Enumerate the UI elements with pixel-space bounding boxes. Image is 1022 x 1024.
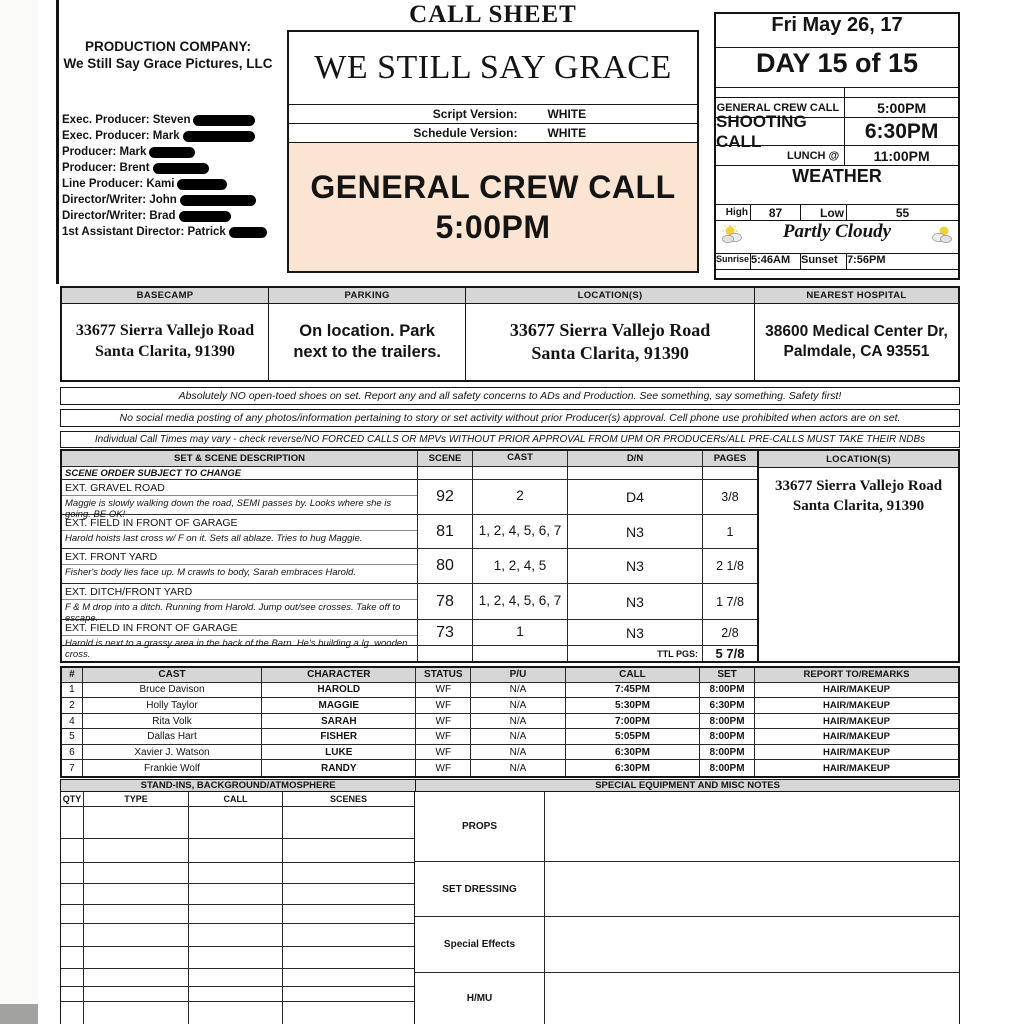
cast-pickup: N/A — [470, 714, 565, 729]
high-low-row — [716, 204, 958, 220]
cast-number: 6 — [69, 746, 75, 758]
crew-row — [62, 160, 297, 176]
scene-row — [62, 515, 757, 550]
sunset-value: 7:56PM — [846, 254, 958, 269]
call-header: CALL — [189, 792, 283, 806]
scene-slug: EXT. FIELD IN FRONT OF GARAGE — [62, 620, 417, 636]
cast-report-to: HAIR/MAKEUP — [754, 714, 958, 729]
set-dressing-box — [415, 862, 959, 917]
hospital-header: NEAREST HOSPITAL — [755, 288, 958, 304]
empty-row — [61, 1002, 414, 1024]
cast-character: FISHER — [261, 729, 415, 744]
cast-pickup: N/A — [470, 683, 565, 698]
header-pages: PAGES — [702, 451, 757, 466]
scene-pages: 1 — [702, 515, 757, 549]
sunset-label: Sunset — [800, 254, 846, 269]
weather-title: WEATHER — [716, 165, 958, 204]
basecamp-line1: 33677 Sierra Vallejo Road — [75, 322, 255, 340]
script-version-value: WHITE — [547, 107, 587, 121]
sunrise-sunset-row — [716, 253, 958, 269]
weather-condition: Partly Cloudy — [782, 221, 892, 242]
scene-day-night: N3 — [567, 515, 702, 549]
cast-number: 4 — [69, 715, 75, 727]
redaction-mark — [180, 195, 256, 206]
scene-slug: EXT. GRAVEL ROAD — [62, 480, 417, 496]
cast-status: WF — [415, 683, 470, 698]
condition-row — [716, 220, 958, 253]
cast-call-time: 5:30PM — [565, 698, 699, 713]
header-report: REPORT TO/REMARKS — [754, 668, 958, 682]
cast-actor: Dallas Hart — [82, 729, 261, 744]
crew-row — [62, 192, 297, 208]
empty-row — [61, 839, 414, 863]
scene-pages: 3/8 — [702, 480, 757, 514]
shooting-call-row — [716, 111, 958, 151]
high-label: High — [725, 207, 748, 218]
header-pickup: P/U — [470, 668, 565, 682]
parking-line1: On location. Park — [299, 321, 435, 340]
scene-row — [62, 549, 757, 584]
empty-row — [61, 807, 414, 839]
spacer-row — [716, 87, 958, 97]
crew-row — [62, 144, 297, 160]
hmu-notes-area — [545, 973, 959, 1024]
cast-table-header — [62, 668, 958, 683]
scene-order-note-row — [62, 467, 757, 480]
crew-row — [62, 128, 297, 144]
scene-table — [60, 449, 960, 663]
redaction-mark — [179, 211, 231, 222]
scene-cast: 1, 2, 4, 5 — [472, 549, 567, 583]
special-equipment-notes — [415, 792, 960, 1024]
cast-actor: Frankie Wolf — [82, 760, 261, 776]
cast-status: WF — [415, 698, 470, 713]
scene-description: Harold is next to a grassy area in the back of the Barn. He's building a lg. wooden cross. — [65, 638, 408, 661]
cast-call-time: 6:30PM — [565, 760, 699, 776]
header-actor: CAST — [82, 668, 261, 682]
cast-row — [62, 714, 958, 730]
crew-role: 1st Assistant Director: Patrick — [62, 226, 226, 238]
scene-description: Maggie is slowly walking down the road, SEMI passes by. Looks where she is going. BE OK! — [65, 497, 392, 520]
crew-role: Producer: Mark — [62, 146, 147, 158]
scene-day-night: D4 — [567, 480, 702, 514]
special-effects-box — [415, 917, 959, 973]
production-company-name: We Still Say Grace Pictures, LLC — [63, 56, 273, 71]
header-call: CALL — [565, 668, 699, 682]
scene-cast: 2 — [472, 480, 567, 514]
total-pages-row — [62, 646, 757, 661]
cast-call-time: 6:30PM — [565, 745, 699, 760]
crew-role: Director/Writer: John — [62, 194, 177, 206]
scene-cast: 1 — [472, 620, 567, 645]
parking-header: PARKING — [269, 288, 465, 304]
script-version-label: Script Version: — [432, 107, 518, 121]
cast-number: 5 — [69, 731, 75, 743]
cast-set-time: 8:00PM — [699, 745, 754, 760]
qty-header: QTY — [61, 792, 84, 806]
cast-set-time: 6:30PM — [699, 698, 754, 713]
cast-number: 7 — [69, 762, 75, 774]
hospital-line2: Palmdale, CA 93551 — [783, 343, 930, 360]
scene-description: Harold hoists last cross w/ F on it. Sets all ablaze. Tries to hug Maggie. — [65, 532, 363, 544]
safety-notice-2: No social media posting of any photos/information pertaining to story or set activity without prior Producer(s) approval. Cell phone use prohibited when actors are on set. — [60, 409, 960, 427]
scene-pages: 2 1/8 — [702, 549, 757, 583]
crew-role: Line Producer: Kami — [62, 178, 175, 190]
redaction-mark — [229, 227, 267, 238]
basecamp-address — [62, 304, 268, 380]
cast-report-to: HAIR/MAKEUP — [754, 698, 958, 713]
cast-character: HAROLD — [261, 683, 415, 698]
day-panel — [714, 12, 960, 280]
cast-pickup: N/A — [470, 729, 565, 744]
special-effects-notes-area — [545, 917, 959, 972]
cast-report-to: HAIR/MAKEUP — [754, 745, 958, 760]
scene-number: 78 — [417, 584, 472, 619]
cast-report-to: HAIR/MAKEUP — [754, 729, 958, 744]
empty-row — [61, 987, 414, 1001]
locations-line2: Santa Clarita, 91390 — [531, 343, 689, 363]
scene-cast: 1, 2, 4, 5, 6, 7 — [472, 584, 567, 619]
cast-call-time: 5:05PM — [565, 729, 699, 744]
lunch-label: LUNCH @ — [786, 149, 840, 162]
scene-location-line2: Santa Clarita, 91390 — [792, 497, 925, 514]
locations-band — [60, 286, 960, 382]
title-block — [287, 30, 699, 273]
cast-set-time: 8:00PM — [699, 714, 754, 729]
cast-row — [62, 729, 958, 745]
crew-role: Director/Writer: Brad — [62, 210, 176, 222]
locations-line1: 33677 Sierra Vallejo Road — [509, 319, 711, 340]
props-label: PROPS — [415, 792, 545, 861]
cast-status: WF — [415, 745, 470, 760]
sunrise-value: 5:46AM — [750, 254, 800, 269]
general-crew-call-time: 5:00PM — [844, 98, 958, 117]
crew-row — [62, 112, 297, 128]
total-pages-value: 5 7/8 — [702, 646, 757, 661]
parking-note — [269, 304, 465, 380]
safety-notice-3: Individual Call Times may vary - check reverse/NO FORCED CALLS OR MPVs WITHOUT PRIOR APPROVAL FROM UPM OR PRODUCERs/ALL PRE-CALLS MUST TAKE THEIR NDBs — [60, 431, 960, 448]
basecamp-line2: Santa Clarita, 91390 — [95, 343, 236, 360]
show-title: WE STILL SAY GRACE — [314, 49, 672, 86]
redaction-mark — [183, 131, 255, 142]
cast-number: 2 — [69, 699, 75, 711]
parking-column — [268, 288, 465, 380]
empty-row — [61, 969, 414, 988]
cast-pickup: N/A — [470, 745, 565, 760]
crew-role: Producer: Brent — [62, 162, 150, 174]
cast-character: SARAH — [261, 714, 415, 729]
scene-table-header — [62, 451, 757, 467]
basecamp-column — [62, 288, 268, 380]
parking-line2: next to the trailers. — [293, 343, 441, 361]
left-border-rule — [56, 0, 59, 284]
cast-actor: Xavier J. Watson — [82, 745, 261, 760]
cast-row — [62, 760, 958, 776]
empty-row — [61, 905, 414, 925]
hospital-line1: 38600 Medical Center Dr, — [765, 322, 948, 340]
locations-column — [465, 288, 754, 380]
scene-number: 73 — [417, 620, 472, 645]
low-label: Low — [800, 205, 846, 220]
schedule-version-label: Schedule Version: — [413, 126, 518, 140]
partly-cloudy-icon — [928, 225, 954, 250]
empty-row — [61, 947, 414, 969]
scenes-header: SCENES — [329, 794, 367, 805]
props-box — [415, 792, 959, 862]
crew-role: Exec. Producer: Steven — [62, 114, 191, 126]
partly-cloudy-icon — [720, 225, 746, 250]
cast-character: MAGGIE — [261, 698, 415, 713]
banner-line2: 5:00PM — [435, 209, 551, 245]
header-character: CHARACTER — [261, 668, 415, 682]
general-crew-call-banner — [289, 142, 697, 271]
header-scene: SCENE — [417, 451, 472, 466]
empty-row — [61, 884, 414, 905]
production-company-block — [62, 38, 274, 72]
safety-notice-1: Absolutely NO open-toed shoes on set. Report any and all safety concerns to ADs and Production. See something, say something. Safety first! — [60, 387, 960, 405]
header-set: SET — [699, 668, 754, 682]
locations-address — [466, 304, 754, 380]
scene-cast: 1, 2, 4, 5, 6, 7 — [472, 515, 567, 549]
header-cast: CAST — [472, 451, 567, 466]
set-dressing-label: SET DRESSING — [415, 862, 545, 916]
page-title: CALL SHEET — [409, 1, 577, 28]
locations-header: LOCATION(S) — [466, 288, 754, 304]
redaction-mark — [177, 179, 227, 190]
scene-number: 81 — [417, 515, 472, 549]
standins-grid — [60, 792, 415, 1024]
schedule-version-value: WHITE — [547, 126, 587, 140]
standins-header: STAND-INS, BACKGROUND/ATMOSPHERE — [61, 780, 415, 791]
bottom-section-headers — [60, 779, 960, 792]
scene-row — [62, 584, 757, 625]
props-notes-area — [545, 792, 959, 861]
cast-status: WF — [415, 714, 470, 729]
scene-row — [62, 480, 757, 520]
header-dn: D/N — [567, 451, 702, 466]
cast-pickup: N/A — [470, 698, 565, 713]
spacer-row — [716, 269, 958, 278]
cast-set-time: 8:00PM — [699, 683, 754, 698]
cast-actor: Holly Taylor — [82, 698, 261, 713]
scene-number: 80 — [417, 549, 472, 583]
cast-report-to: HAIR/MAKEUP — [754, 683, 958, 698]
redaction-mark — [149, 147, 195, 158]
sunrise-label: Sunrise — [716, 254, 750, 264]
cast-call-time: 7:45PM — [565, 683, 699, 698]
shoot-date: Fri May 26, 17 — [771, 14, 903, 36]
cast-actor: Bruce Davison — [82, 683, 261, 698]
scene-number: 92 — [417, 480, 472, 514]
page-corner-artifact — [0, 1004, 38, 1024]
scene-location-column — [757, 451, 958, 661]
shooting-call-time: 6:30PM — [844, 118, 958, 145]
hospital-address — [755, 304, 958, 380]
redaction-mark — [193, 115, 255, 126]
cast-report-to: HAIR/MAKEUP — [754, 760, 958, 776]
crew-role: Exec. Producer: Mark — [62, 130, 180, 142]
scene-slug: EXT. FIELD IN FRONT OF GARAGE — [62, 515, 417, 531]
cast-set-time: 8:00PM — [699, 760, 754, 776]
scene-slug: EXT. DITCH/FRONT YARD — [62, 584, 417, 600]
general-crew-call-label: GENERAL CREW CALL — [716, 101, 840, 114]
cast-character: LUKE — [261, 745, 415, 760]
page-left-edge — [0, 0, 38, 1024]
crew-row — [62, 176, 297, 192]
scene-description: Fisher's body lies face up. M crawls to body, Sarah embraces Harold. — [65, 567, 356, 579]
empty-row — [61, 863, 414, 884]
special-equipment-header: SPECIAL EQUIPMENT AND MISC NOTES — [415, 780, 959, 791]
crew-row — [62, 208, 297, 224]
shooting-call-label: SHOOTING CALL — [716, 111, 807, 151]
cast-character: RANDY — [261, 760, 415, 776]
scene-day-night: N3 — [567, 584, 702, 619]
basecamp-header: BASECAMP — [62, 288, 268, 304]
special-effects-label: Special Effects — [415, 917, 545, 972]
scene-order-note: SCENE ORDER SUBJECT TO CHANGE — [65, 467, 242, 479]
scene-day-night: N3 — [567, 549, 702, 583]
cast-number: 1 — [69, 684, 75, 696]
production-company-label: PRODUCTION COMPANY: — [85, 39, 251, 54]
scene-pages: 2/8 — [702, 620, 757, 645]
standins-grid-header — [61, 792, 414, 807]
type-header: TYPE — [84, 792, 189, 806]
set-dressing-notes-area — [545, 862, 959, 916]
script-version-row — [289, 104, 697, 123]
scene-location-address — [759, 468, 958, 516]
crew-list — [62, 112, 297, 240]
schedule-version-row — [289, 123, 697, 142]
crew-row — [62, 224, 297, 240]
scene-day-night: N3 — [567, 620, 702, 645]
cast-status: WF — [415, 760, 470, 776]
scene-table-main — [62, 451, 757, 661]
cast-status: WF — [415, 729, 470, 744]
lunch-row — [716, 145, 958, 165]
header-description: SET & SCENE DESCRIPTION — [174, 453, 305, 465]
scene-description: F & M drop into a ditch. Running from Harold. Jump out/see crosses. Take off to escape. — [65, 602, 401, 625]
cast-row — [62, 683, 958, 699]
banner-line1: GENERAL CREW CALL — [310, 169, 676, 205]
header-status: STATUS — [415, 668, 470, 682]
cast-row — [62, 745, 958, 761]
total-pages-label: TTL PGS: — [567, 646, 702, 661]
high-value: 87 — [750, 205, 800, 220]
cast-pickup: N/A — [470, 760, 565, 776]
cast-row — [62, 698, 958, 714]
hmu-label: H/MU — [415, 973, 545, 1024]
cast-actor: Rita Volk — [82, 714, 261, 729]
hmu-box — [415, 973, 959, 1024]
scene-slug: EXT. FRONT YARD — [62, 549, 417, 565]
cast-set-time: 8:00PM — [699, 729, 754, 744]
cast-call-time: 7:00PM — [565, 714, 699, 729]
redaction-mark — [153, 163, 209, 174]
day-count: DAY 15 of 15 — [716, 47, 958, 87]
scene-location-header: LOCATION(S) — [759, 451, 958, 468]
header-number: # — [69, 669, 75, 681]
low-value: 55 — [846, 205, 958, 220]
empty-row — [61, 924, 414, 947]
cast-table — [60, 666, 960, 778]
hospital-column — [754, 288, 958, 380]
scene-location-line1: 33677 Sierra Vallejo Road — [774, 478, 943, 494]
scene-pages: 1 7/8 — [702, 584, 757, 619]
lunch-time: 11:00PM — [844, 146, 958, 165]
